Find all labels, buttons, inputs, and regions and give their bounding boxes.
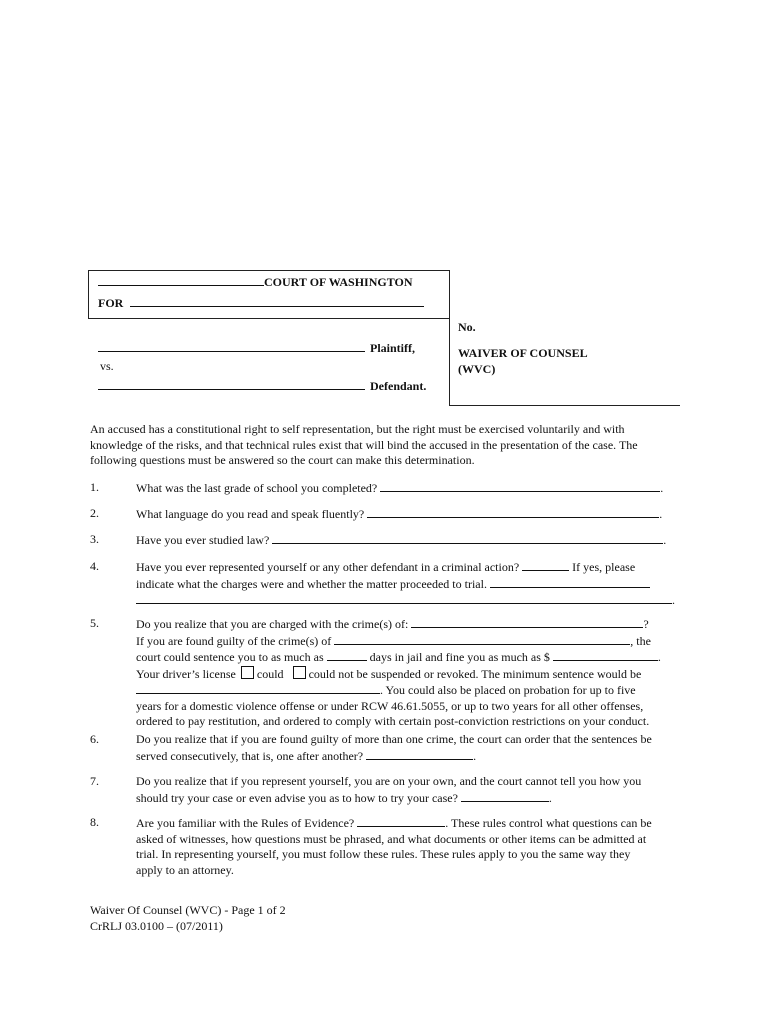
q7-answer[interactable] (461, 790, 549, 802)
q5: Do you realize that you are charged with the crime(s) of: ? If you are found guilty of the crime(s) of , the court could sentence you to as much as days in jail and fine you as much as $ . Your driver’s license could could not be suspended or revoked. The minimum sentence would be . You could also be placed on probation for up to five years for a domestic violence offense or under RCW 46.61.5055, or up to two years for all other offenses, ordered to pay restitution, and ordered to comply with certain post-conviction restrictions on your conduct. (136, 616, 681, 730)
q5-line3b: days in jail and fine you as much as $ (369, 650, 550, 664)
q4-charges-answer[interactable] (490, 576, 650, 588)
q2-number: 2. (90, 506, 99, 520)
q5-line6: years for a domestic violence offense or under RCW 46.61.5055, or up to two years for all other offenses, (136, 698, 644, 713)
q2-answer[interactable] (367, 506, 659, 518)
q5-jail-days[interactable] (327, 649, 367, 661)
for-blank[interactable] (130, 295, 424, 307)
form-abbr: (WVC) (458, 362, 496, 376)
q3-text: Have you ever studied law? (136, 533, 270, 547)
q8-line1b: . These rules control what questions can be (445, 816, 652, 830)
q2: What language do you read and speak fluently? . (136, 507, 663, 521)
case-number-label: No. (458, 320, 476, 334)
q5-line4c: could not be suspended or revoked. The minimum sentence would be (308, 666, 642, 681)
q5-line2: If you are found guilty of the crime(s) of (136, 633, 332, 648)
q5-line1: Do you realize that you are charged with the crime(s) of: (136, 617, 409, 631)
q6: Do you realize that if you are found guilty of more than one crime, the court can order that the sentences be served consecutively, that is, one after another? . (136, 732, 681, 764)
q7-line1: Do you realize that if you represent yourself, you are on your own, and the court cannot tell you how you (136, 774, 642, 788)
court-line (98, 274, 413, 290)
q8-line2: asked of witnesses, how questions must be phrased, and what documents or other items can be admitted at (136, 831, 647, 846)
q6-number: 6. (90, 732, 99, 746)
vs-label: vs. (100, 359, 114, 373)
q1-text: What was the last grade of school you completed? (136, 481, 378, 495)
q1: What was the last grade of school you completed? . (136, 481, 664, 495)
form-title: WAIVER OF COUNSEL (458, 346, 588, 360)
q2-text: What language do you read and speak fluently? (136, 507, 365, 521)
q7-number: 7. (90, 774, 99, 788)
q5-line4a: Your driver’s license (136, 666, 236, 681)
q8-line4: apply to an attorney. (136, 862, 234, 877)
for-label: FOR (98, 296, 124, 310)
q3-number: 3. (90, 532, 99, 546)
page-footer (90, 903, 286, 934)
intro-paragraph: An accused has a constitutional right to self representation, but the right must be exercised voluntarily and with knowledge of the risks, and that technical rules exist that will bind the accused in the presentation of the case. The following questions must be answered so the court can make this determination. (90, 422, 638, 467)
q3-answer[interactable] (272, 532, 663, 544)
footer-page-label: Waiver Of Counsel (WVC) - Page 1 of 2 (90, 903, 286, 917)
court-name-blank[interactable] (98, 274, 264, 286)
defendant-label: Defendant. (370, 379, 427, 393)
q5-line7: ordered to pay restitution, and ordered to comply with certain post-conviction restrictions on your conduct. (136, 714, 650, 728)
q8-line1a: Are you familiar with the Rules of Evidence? (136, 816, 355, 830)
q4-charges-continued[interactable] (136, 592, 672, 604)
q1-answer[interactable] (380, 480, 660, 492)
caption-top-border (88, 270, 450, 271)
caption-left-border (88, 270, 89, 319)
q8-number: 8. (90, 815, 99, 829)
for-line (98, 295, 424, 311)
plaintiff-line (98, 340, 415, 356)
q5-line3a: court could sentence you to as much as (136, 650, 324, 664)
q5-line5: . You could also be placed on probation for up to five (380, 683, 636, 697)
q5-crimes-charged[interactable] (411, 616, 643, 628)
caption-vertical-border (449, 270, 450, 406)
defendant-blank[interactable] (98, 378, 365, 390)
q5-fine-amount[interactable] (553, 649, 658, 661)
plaintiff-label: Plaintiff, (370, 341, 415, 355)
q8-answer[interactable] (357, 815, 445, 827)
q6-answer[interactable] (366, 748, 473, 760)
q6-line1: Do you realize that if you are found guilty of more than one crime, the court can order that the sentences be (136, 732, 652, 746)
plaintiff-blank[interactable] (98, 340, 365, 352)
q7-line2: should try your case or even advise you as to how to try your case? (136, 790, 458, 805)
q1-number: 1. (90, 480, 99, 494)
q5-minimum-sentence[interactable] (136, 682, 380, 694)
q5-line2-end: , the (630, 633, 651, 648)
caption-bottom-border (449, 405, 680, 406)
defendant-line (98, 378, 426, 394)
q7: Do you realize that if you represent yourself, you are on your own, and the court cannot tell you how you should try your case or even advise you as to how to try your case? . (136, 774, 681, 806)
license-could-checkbox[interactable] (241, 666, 254, 679)
q4-text-c: indicate what the charges were and whether the matter proceeded to trial. (136, 576, 487, 591)
q4-number: 4. (90, 559, 99, 573)
q5-number: 5. (90, 616, 99, 630)
q5-crimes-guilty[interactable] (334, 633, 630, 645)
q6-line2: served consecutively, that is, one after another? (136, 748, 364, 763)
caption-divider (88, 318, 450, 319)
q4-text-a: Have you ever represented yourself or any other defendant in a criminal action? (136, 560, 520, 574)
q4-text-b: If yes, please (572, 560, 636, 574)
q5-line1-end: ? (643, 617, 649, 631)
q4-answer[interactable] (522, 559, 569, 571)
q3: Have you ever studied law? . (136, 533, 667, 547)
license-could-not-checkbox[interactable] (293, 666, 306, 679)
footer-form-code: CrRLJ 03.0100 – (07/2011) (90, 918, 223, 933)
court-label: COURT OF WASHINGTON (264, 275, 413, 289)
q8-line3: trial. In representing yourself, you must follow these rules. These rules apply to you the same way they (136, 847, 631, 861)
q4: Have you ever represented yourself or any other defendant in a criminal action? If yes, please indicate what the charges were and whether the matter proceeded to trial. . (136, 560, 675, 607)
q5-line4b: could (256, 666, 284, 681)
q8 (136, 815, 681, 878)
